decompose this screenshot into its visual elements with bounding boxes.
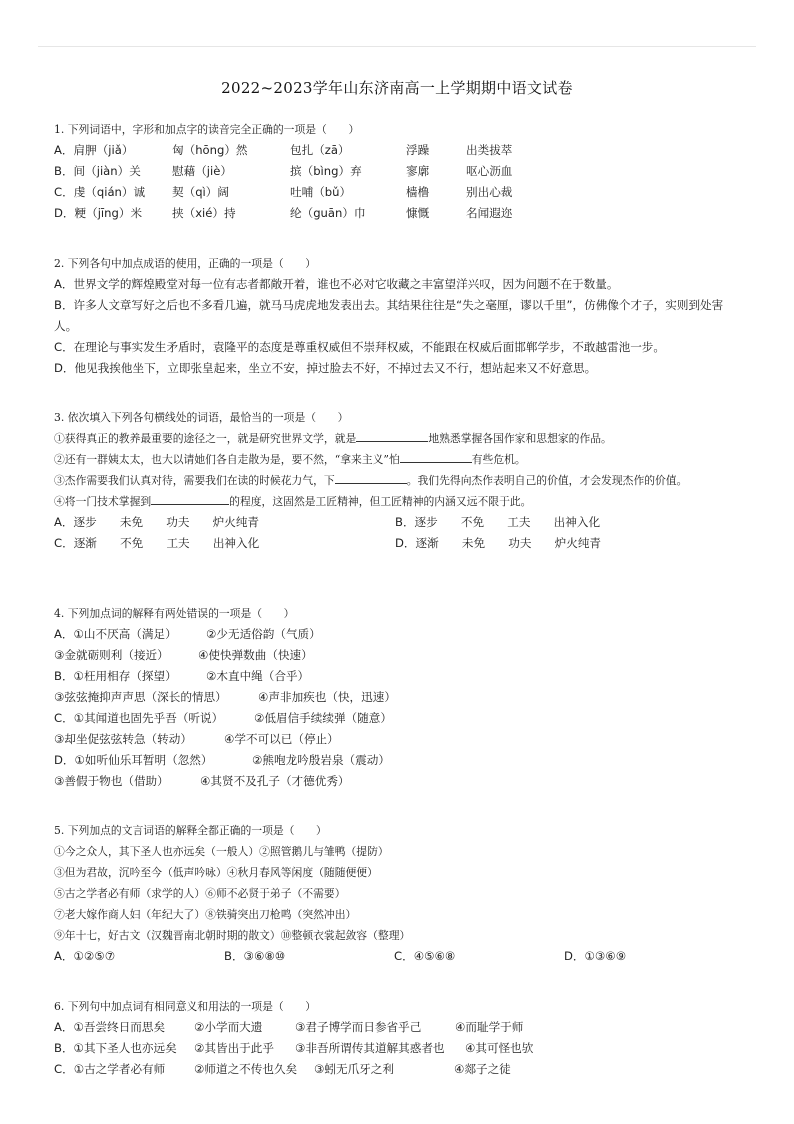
option-cell: ②小学而大遗 [194,1020,263,1034]
option-row [54,203,744,224]
blank-line [400,449,472,463]
option-cell: 慰藉（jiè） [172,164,232,178]
option-row [54,750,744,771]
option-cell: ③蚓无爪牙之利 [314,1062,394,1076]
option-cell: ③善假于物也（借助） [54,774,169,788]
option-row [54,161,744,182]
option-cell: ③君子博学而日参省乎己 [295,1020,422,1034]
option-cell: C．①古之学者必有师 [54,1062,166,1076]
option-row [54,624,744,645]
question-1 [54,119,744,224]
option-cell: 吐哺（bǔ） [290,185,352,199]
question-stem: 4. 下列加点词的解释有两处错误的一项是（ ） [54,607,295,620]
option-b: B．逐步 不免 工夫 出神入化 [395,515,601,529]
sentence-text: 有些危机。 [471,453,526,466]
option-cell: ④使快弹数曲（快速） [198,648,313,662]
option-row [54,1017,744,1038]
option-c: C．④⑤⑥⑧ [394,949,456,963]
option-a: A．①②⑤⑦ [54,949,116,963]
sentence-3 [54,470,744,491]
option-d: D．①③⑥⑨ [564,949,627,963]
blank-line [151,491,229,505]
option-d: D．逐渐 未免 功夫 炉火纯青 [395,536,602,550]
option-cell: 樯橹 [406,185,430,199]
option-line: D．他见我挨他坐下，立即张皇起来，坐立不安，掉过脸去不好，不掉过去又不行，想站起来又不好意思。 [54,361,597,375]
sentence-text: ①获得真正的教养最重要的途径之一，就是研究世界文学，就是 [54,432,357,445]
question-stem: 1. 下列词语中，字形和加点字的读音完全正确的一项是（ ） [54,123,360,136]
option-cell: ②其皆出于此乎 [194,1041,274,1055]
option-cell: ③非吾所谓传其道解其惑者也 [295,1041,445,1055]
option-cell: C．虔（qián）诚 [54,185,146,199]
option-cell: ④声非加疾也（快，迅速） [258,690,396,704]
option-row [54,533,744,554]
option-cell: ③金就砺则利（接近） [54,648,169,662]
option-row [54,666,744,687]
option-row [54,1038,744,1059]
item-line: ⑦老大嫁作商人妇（年纪大了）⑧铁骑突出刀枪鸣（突然冲出） [54,908,357,921]
option-cell: 挟（xié）持 [172,206,236,220]
question-6 [54,996,744,1080]
question-4 [54,603,744,792]
option-row [54,946,744,967]
option-cell: 契（qì）阔 [172,185,229,199]
option-row [54,140,744,161]
option-line: C．在理论与事实发生矛盾时，袁隆平的态度是尊重权威但不崇拜权威，不能跟在权威后面邯郸学步，不敢越雷池一步。 [54,340,665,354]
header-divider [38,46,756,47]
option-cell: C．①其闻道也固先乎吾（听说） [54,711,224,725]
option-cell: ②少无适俗韵（气质） [206,627,321,641]
option-cell: 包扎（zā） [290,143,350,157]
option-a: A．逐步 未免 功夫 炉火纯青 [54,515,260,529]
option-row [54,729,744,750]
option-c: C．逐渐 不免 工夫 出神入化 [54,536,260,550]
question-3 [54,407,744,554]
option-cell: ②木直中绳（合乎） [206,669,310,683]
option-row [54,687,744,708]
option-cell: ④其贤不及孔子（才德优秀） [200,774,350,788]
option-cell: ③弦弦掩抑声声思（深长的情思） [54,690,227,704]
option-cell: 慷慨 [406,206,430,220]
option-cell: A．①吾尝终日而思矣 [54,1020,166,1034]
option-cell: B．①其下圣人也亦远矣 [54,1041,177,1055]
option-cell: A．肩胛（jiǎ） [54,143,134,157]
item-line: ③但为君故，沉吟至今（低声吟咏）④秋月春风等闲度（随随便便） [54,866,378,879]
option-row [54,1059,744,1080]
sentence-text: ③杰作需要我们认真对待，需要我们在读的时候花力气，下 [54,474,335,487]
question-2 [54,253,744,379]
sentence-1 [54,428,744,449]
sentence-text: ④将一门技术掌握到 [54,495,152,508]
option-cell: ④其可怪也欤 [465,1041,534,1055]
option-cell: 呕心沥血 [466,164,513,178]
sentence-text: 地熟悉掌握各国作家和思想家的作品。 [428,432,612,445]
question-stem: 2. 下列各句中加点成语的使用，正确的一项是（ ） [54,257,317,270]
sentence-text: ②还有一群姨太太，也大以请她们各自走散为是，要不然，“拿来主义”怕 [54,453,400,466]
option-cell: D．①如听仙乐耳暂明（忽然） [54,753,213,767]
option-row [54,512,744,533]
sentence-text: 。我们先得向杰作表明自己的价值，才会发现杰作的价值。 [406,474,688,487]
option-cell: ③却坐促弦弦转急（转动） [54,732,192,746]
sentence-4 [54,491,744,512]
item-line: ①今之众人，其下圣人也亦远矣（一般人）②照管鹅儿与雏鸭（提防） [54,845,389,858]
sentence-2 [54,449,744,470]
option-cell: 名闻遐迩 [466,206,513,220]
option-row [54,645,744,666]
option-cell: 出类拔萃 [466,143,513,157]
option-cell: ②师道之不传也久矣 [194,1062,298,1076]
question-5 [54,820,744,967]
option-b: B．③⑥⑧⑩ [224,949,286,963]
item-line: ⑨年十七，好古文（汉魏晋南北朝时期的散文）⑩整顿衣裳起敛容（整理） [54,929,411,942]
option-line: B．许多人文章写好之后也不多看几遍，就马马虎虎地发表出去。其结果往往是“失之毫厘，谬以千里”，仿佛像个才子，实则到处害人。 [54,298,724,333]
sentence-text: 的程度，这固然是工匠精神，但工匠精神的内涵又远不限于此。 [229,495,532,508]
option-row [54,771,744,792]
option-cell: ④郯子之徒 [454,1062,511,1076]
blank-line [356,428,428,442]
option-cell: 浮躁 [406,143,430,157]
option-line: A．世界文学的辉煌殿堂对每一位有志者都敞开着，谁也不必对它收藏之丰富望洋兴叹，因为问题不在于数量。 [54,277,619,291]
question-stem: 6. 下列句中加点词有相同意义和用法的一项是（ ） [54,1000,317,1013]
option-cell: 寥廓 [406,164,430,178]
option-cell: ④而耻学于师 [455,1020,524,1034]
option-cell: 纶（guān）巾 [290,206,366,220]
option-row [54,182,744,203]
option-cell: ②熊咆龙吟殷岩泉（震动） [252,753,390,767]
option-cell: 摈（bìng）弃 [290,164,362,178]
option-cell: 匈（hōng）然 [172,143,248,157]
question-stem: 3. 依次填入下列各句横线处的词语，最恰当的一项是（ ） [54,411,349,424]
option-cell: B．间（jiàn）关 [54,164,141,178]
page-title: 2022~2023学年山东济南高一上学期期中语文试卷 [221,79,573,97]
blank-line [335,470,407,484]
question-stem: 5. 下列加点的文言词语的解释全都正确的一项是（ ） [54,824,327,837]
option-cell: B．①枉用相存（探望） [54,669,177,683]
option-cell: ④学不可以已（停止） [224,732,339,746]
option-cell: ②低眉信手续续弹（随意） [254,711,392,725]
option-cell: 别出心裁 [466,185,513,199]
option-row [54,708,744,729]
option-cell: A．①山不厌高（满足） [54,627,177,641]
item-line: ⑤古之学者必有师（求学的人）⑥师不必贤于弟子（不需要） [54,887,346,900]
option-cell: D．粳（jīng）米 [54,206,143,220]
